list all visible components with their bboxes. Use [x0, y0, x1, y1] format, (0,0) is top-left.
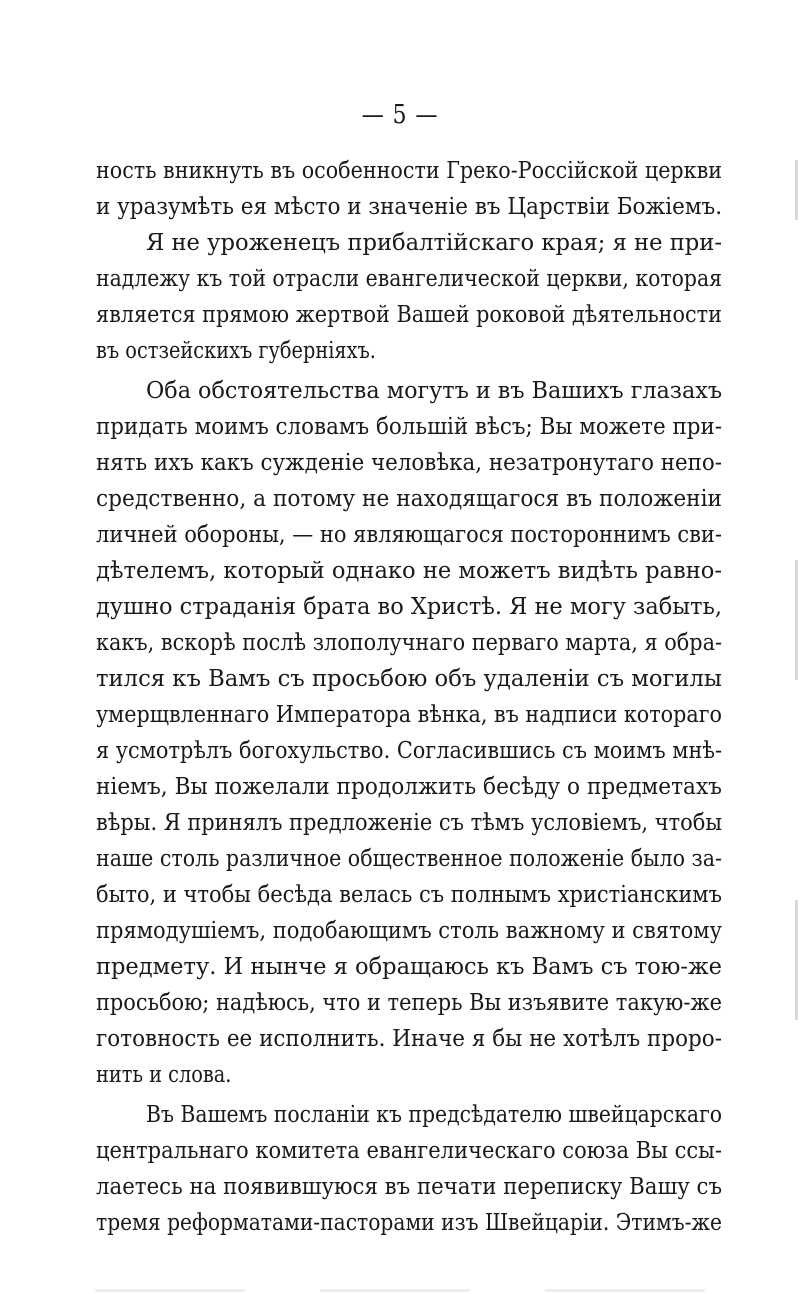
text-line-content: Я не уроженецъ прибалтійскаго края; я не при- [146, 230, 723, 256]
text-line [96, 444, 722, 482]
text-line [96, 1204, 722, 1242]
text-line [96, 840, 722, 878]
text-line-content: нять ихъ какъ сужденіе человѣка, незатронутаго непо- [96, 450, 723, 476]
page-edge-mark [795, 900, 798, 1020]
text-line-content: умерщвленнаго Императора вѣнка, въ надписи котораго [96, 702, 723, 728]
bottom-edge-mark [95, 1289, 245, 1292]
text-line [96, 1168, 722, 1206]
text-line-content: Въ Вашемъ посланіи къ предсѣдателю швейцарскаго [146, 1102, 723, 1128]
text-line-content: дѣтелемъ, который однако не можетъ видѣть равно- [96, 558, 723, 584]
text-line [96, 480, 722, 518]
text-line [96, 912, 722, 950]
text-line-content: вѣры. Я принялъ предложеніе съ тѣмъ условіемъ, чтобы [96, 810, 723, 836]
text-line [96, 1056, 722, 1094]
text-line [96, 296, 722, 334]
text-line-content: Оба обстоятельства могутъ и въ Вашихъ глазахъ [146, 378, 723, 404]
text-line [96, 984, 722, 1022]
text-line-content: является прямою жертвой Вашей роковой дѣятельности [96, 302, 722, 328]
text-line-content: душно страданія брата во Христѣ. Я не могу забыть, [96, 594, 722, 620]
text-line-content: ность вникнуть въ особенности Греко-Россійской церкви [96, 158, 723, 184]
text-line [96, 332, 722, 370]
page-edge-mark [795, 160, 798, 220]
text-line [96, 804, 722, 842]
text-line-content: ніемъ, Вы пожелали продолжить бесѣду о предметахъ [96, 774, 722, 800]
bottom-edge-mark [545, 1289, 705, 1292]
text-line [146, 1096, 722, 1134]
text-line [96, 552, 722, 590]
text-line [96, 660, 722, 698]
text-line [96, 624, 722, 662]
text-line-content: тремя реформатами-пасторами изъ Швейцаріи. Этимъ-же [96, 1210, 723, 1236]
text-line-content: просьбою; надѣюсь, что и теперь Вы изъявите такую-же [96, 990, 723, 1016]
text-line [96, 876, 722, 914]
text-line-content: надлежу къ той отрасли евангелической церкви, которая [96, 266, 723, 292]
text-line [96, 516, 722, 554]
text-line-content: быто, и чтобы бесѣда велась съ полнымъ христіанскимъ [96, 882, 722, 908]
text-line-content: готовность ее исполнить. Иначе я бы не хотѣлъ проро- [96, 1026, 722, 1052]
page-edge-mark [795, 560, 798, 680]
text-line-content: предмету. И нынче я обращаюсь къ Вамъ съ тою-же [96, 954, 723, 980]
text-line [146, 372, 722, 410]
text-line [96, 768, 722, 806]
text-line-content: личней обороны, — но являющагося постороннимъ сви- [96, 522, 722, 548]
text-line-content: нить и слова. [96, 1062, 232, 1088]
text-line [96, 408, 722, 446]
text-line [96, 188, 722, 226]
bottom-edge-mark [320, 1289, 470, 1292]
text-line [96, 152, 722, 190]
page-number: — 5 — [361, 100, 439, 130]
text-line [96, 696, 722, 734]
text-line [96, 1132, 722, 1170]
text-line-content: какъ, вскорѣ послѣ злополучнаго перваго марта, я обра- [96, 630, 723, 656]
text-line [96, 1020, 722, 1058]
text-line-content: придать моимъ словамъ большій вѣсъ; Вы можете при- [96, 414, 723, 440]
text-line [96, 732, 722, 770]
text-line [146, 224, 722, 262]
text-line-content: тился къ Вамъ съ просьбою объ удаленіи съ могилы [96, 666, 722, 692]
text-line [96, 948, 722, 986]
text-line-content: прямодушіемъ, подобающимъ столь важному и святому [96, 918, 722, 944]
text-line [96, 588, 722, 626]
text-line-content: наше столь различное общественное положеніе было за- [96, 846, 722, 872]
text-line-content: центральнаго комитета евангелическаго союза Вы ссы- [96, 1138, 723, 1164]
text-line-content: я усмотрѣлъ богохульство. Согласившись съ моимъ мнѣ- [96, 738, 722, 764]
text-line-content: и уразумѣть ея мѣсто и значеніе въ Царствіи Божіемъ. [96, 194, 723, 220]
text-line-content: въ остзейскихъ губерніяхъ. [96, 338, 376, 364]
text-line [96, 260, 722, 298]
text-line-content: лаетесь на появившуюся въ печати переписку Вашу съ [96, 1174, 723, 1200]
text-line-content: средственно, а потому не находящагося въ положеніи [96, 486, 722, 512]
